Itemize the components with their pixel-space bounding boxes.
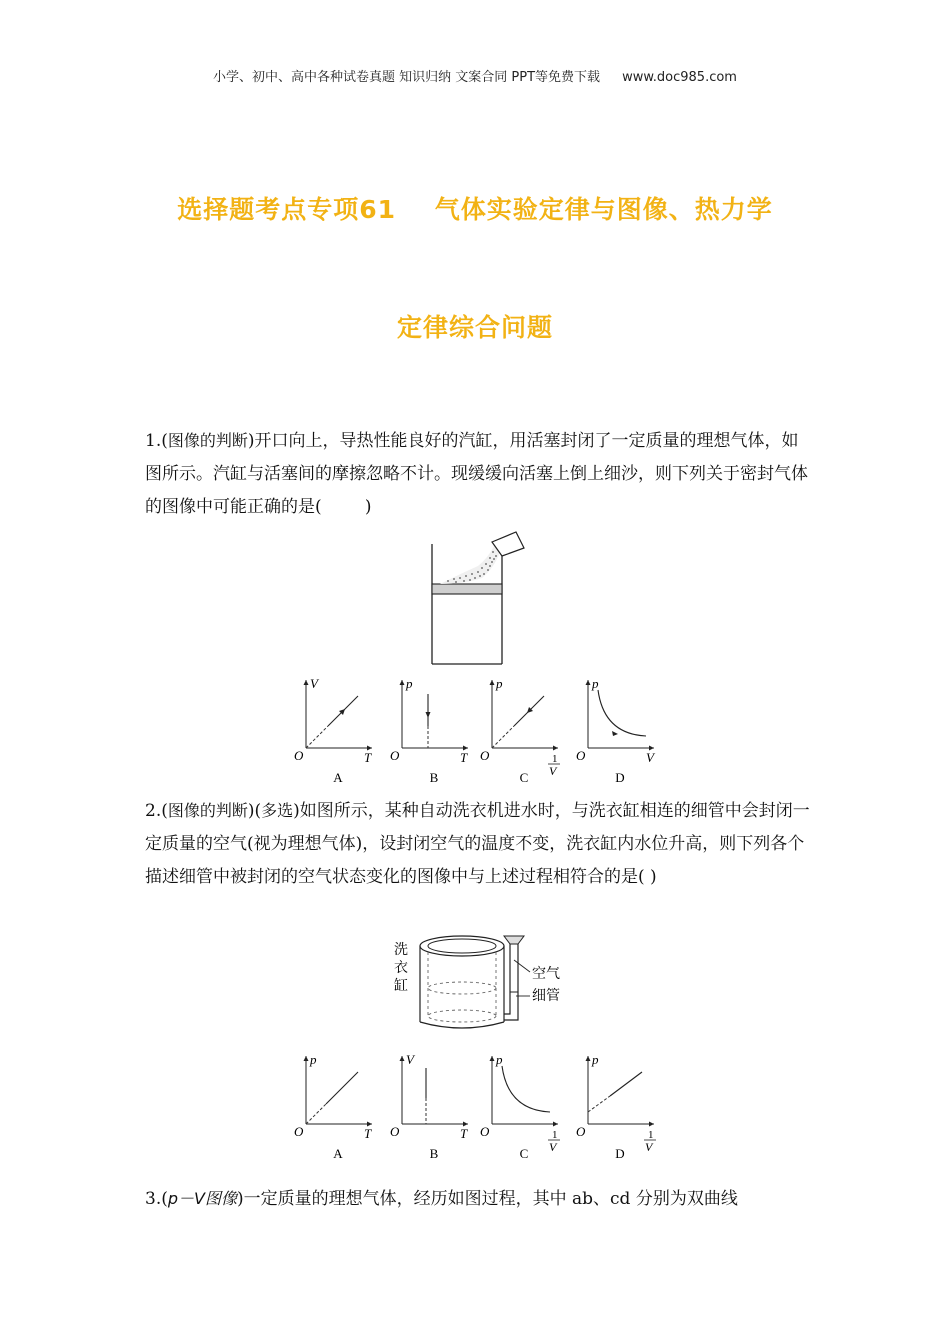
origin-label: O <box>576 748 586 763</box>
origin-label: O <box>294 1124 304 1139</box>
x-axis-label-num: 1 <box>648 1129 654 1141</box>
y-axis-label: p <box>592 1052 599 1067</box>
option-label: A <box>333 770 343 785</box>
header-site: www.doc985.com <box>622 70 737 85</box>
q1-graph-C <box>478 676 568 786</box>
x-axis-label-den: V <box>549 764 557 778</box>
x-axis-label-den: V <box>549 1140 557 1154</box>
x-axis-label: V <box>646 750 654 765</box>
question-3 <box>145 1182 810 1216</box>
q3-number: 3.( <box>145 1189 168 1209</box>
x-axis-label: T <box>364 750 372 765</box>
title-line-1: 选择题考点专项61 气体实验定律与图像、热力学 <box>177 195 773 224</box>
q2-tag: 图像的判断 <box>167 801 248 820</box>
q1-text: )开口向上，导热性能良好的汽缸，用活塞封闭了一定质量的理想气体，如图所示。汽缸与活塞间的摩擦忽略不计。现缓缓向活塞上倒上细沙，则下列关于密封气体的图像中可能正确的是( ) <box>145 431 808 517</box>
origin-label: O <box>294 748 304 763</box>
option-label: C <box>519 770 529 785</box>
x-axis-label-den: V <box>645 1140 653 1154</box>
q1-graph-A <box>292 676 382 786</box>
q2-text: )如图所示，某种自动洗衣机进水时，与洗衣缸相连的细管中会封闭一定质量的空气(视为理想气体)，设封闭空气的温度不变，洗衣缸内水位升高，则下列各个描述细管中被封闭的空气状态变化的图像中与上述过程相符合的是( ) <box>145 801 810 887</box>
tub-label-3: 缸 <box>394 979 408 994</box>
question-1 <box>145 424 810 524</box>
tub-label-2: 衣 <box>394 961 408 976</box>
y-axis-label: p <box>406 676 413 691</box>
option-label: B <box>429 1146 439 1161</box>
air-label: 空气 <box>532 967 560 982</box>
y-axis-label: p <box>310 1052 317 1067</box>
x-axis-label-num: 1 <box>552 1129 558 1141</box>
y-axis-label: V <box>406 1052 414 1067</box>
q2-graph-C <box>478 1052 568 1162</box>
q2-tag2: 多选 <box>261 801 294 820</box>
q1-tag: 图像的判断 <box>167 431 248 450</box>
q3-tag: p－V图像 <box>167 1189 237 1208</box>
q2-mid: )( <box>247 801 262 821</box>
tub-label-1: 洗 <box>394 943 408 958</box>
option-label: A <box>333 1146 343 1161</box>
q1-number: 1.( <box>145 431 168 451</box>
q2-number: 2.( <box>145 801 168 821</box>
page-header <box>0 66 950 85</box>
option-label: D <box>615 1146 625 1161</box>
title-line-2: 定律综合问题 <box>396 313 553 342</box>
origin-label: O <box>480 748 490 763</box>
y-axis-label: p <box>496 676 503 691</box>
graph-curve <box>502 1066 550 1112</box>
graph-curve <box>598 690 646 736</box>
x-axis-label: T <box>364 1126 372 1141</box>
q2-graph-B <box>388 1052 478 1162</box>
option-label: B <box>429 770 439 785</box>
origin-label: O <box>480 1124 490 1139</box>
x-axis-label: T <box>460 750 468 765</box>
header-text: 小学、初中、高中各种试卷真题 知识归纳 文案合同 PPT等免费下载 <box>213 70 601 85</box>
option-label: D <box>615 770 625 785</box>
y-axis-label: p <box>592 676 599 691</box>
tube-label: 细管 <box>532 989 560 1004</box>
q2-graph-A <box>292 1052 382 1162</box>
origin-label: O <box>390 1124 400 1139</box>
q1-graph-D <box>574 676 664 786</box>
q1-graph-B <box>388 676 478 786</box>
y-axis-label: p <box>496 1052 503 1067</box>
graph-curve <box>326 1072 358 1104</box>
question-2 <box>145 794 810 894</box>
y-axis-label: V <box>310 676 318 691</box>
x-axis-label: T <box>460 1126 468 1141</box>
q2-graph-D <box>574 1052 664 1162</box>
q3-text: )一定质量的理想气体，经历如图过程，其中 ab、cd 分别为双曲线 <box>236 1189 738 1209</box>
q1-cylinder-figure <box>420 528 530 668</box>
origin-label: O <box>390 748 400 763</box>
graph-curve <box>610 1072 642 1096</box>
origin-label: O <box>576 1124 586 1139</box>
x-axis-label-num: 1 <box>552 753 558 765</box>
piston <box>432 584 502 594</box>
q2-washer-figure <box>392 930 572 1042</box>
option-label: C <box>519 1146 529 1161</box>
